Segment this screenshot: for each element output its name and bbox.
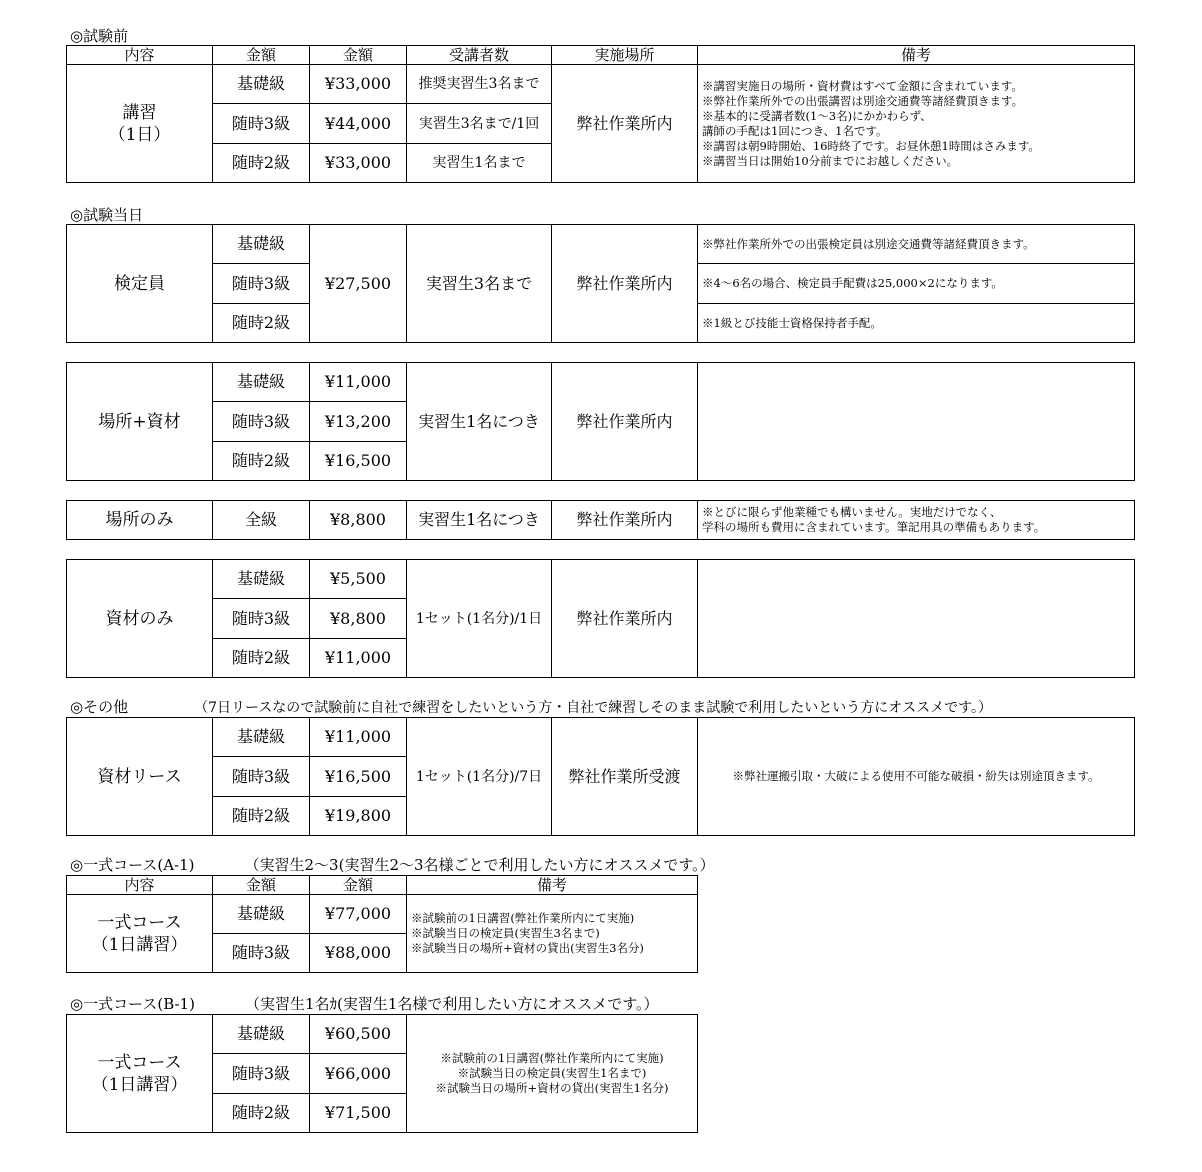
students-cell: 1セット(1名分)/1日 <box>407 560 552 678</box>
section-note: （実習生2～3(実習生2～3名様ごとで利用したい方にオススメです。） <box>244 856 715 874</box>
table-exam-day <box>66 224 1135 343</box>
remarks-cell: ※弊社運搬引取・大破による使用不可能な破損・紛失は別途頂きます。 <box>698 718 1135 836</box>
students-cell: 実習生1名まで <box>407 144 552 183</box>
section-title-pre: ◎試験前 <box>70 27 129 45</box>
price-cell: ¥33,000 <box>310 144 407 183</box>
table-pre-exam <box>66 45 1135 183</box>
price-cell: ¥27,500 <box>310 225 407 343</box>
remarks-cell <box>698 501 1135 540</box>
students-cell: 推奨実習生3名まで <box>407 65 552 104</box>
grade-basic: 基礎級 <box>213 718 310 757</box>
place-cell: 弊社作業所受渡 <box>552 718 698 836</box>
price-cell: ¥11,000 <box>310 639 407 678</box>
course-sub: （1日講習） <box>91 1074 188 1095</box>
table-lease <box>66 717 1135 836</box>
section-note: （実習生1名ｶ(実習生1名様で利用したい方にオススメです。） <box>244 995 659 1013</box>
header-students: 受講者数 <box>407 46 552 65</box>
remarks-cell: ※1級とび技能士資格保持者手配。 <box>698 304 1135 343</box>
note-line: ※講習は朝9時開始、16時終了です。お昼休憩1時間はさみます。 <box>702 138 1040 153</box>
students-cell: 実習生3名まで/1回 <box>407 104 552 144</box>
grade-all: 全級 <box>213 501 310 540</box>
note-line: ※試験前の1日講習(弊社作業所内にて実施) <box>411 911 635 925</box>
section-title-text: ◎一式コース(B-1) <box>70 995 195 1013</box>
note-line: ※試験当日の検定員(実習生1名まで) <box>457 1066 647 1080</box>
table-course-a1 <box>66 875 698 973</box>
grade-basic: 基礎級 <box>213 560 310 599</box>
grade-3: 随時3級 <box>213 934 310 973</box>
header-remarks: 備考 <box>407 876 698 895</box>
section-title-text: ◎その他 <box>70 698 129 716</box>
note-line: 講師の手配は1回につき、1名です。 <box>702 123 888 138</box>
header-content: 内容 <box>67 46 213 65</box>
students-cell: 1セット(1名分)/7日 <box>407 718 552 836</box>
price-cell: ¥19,800 <box>310 797 407 836</box>
row-label-material-only: 資材のみ <box>67 560 213 678</box>
grade-3: 随時3級 <box>213 1054 310 1094</box>
note-line: ※試験当日の場所+資材の貸出(実習生3名分) <box>411 941 644 955</box>
lecture-sub: （1日） <box>108 124 171 145</box>
students-cell: 実習生3名まで <box>407 225 552 343</box>
price-cell: ¥77,000 <box>310 895 407 934</box>
remarks-cell <box>698 65 1135 183</box>
header-content: 内容 <box>67 876 213 895</box>
section-title-text: ◎一式コース(A-1) <box>70 856 195 874</box>
price-cell: ¥71,500 <box>310 1094 407 1133</box>
place-cell: 弊社作業所内 <box>552 65 698 183</box>
section-title-other <box>70 698 992 717</box>
grade-2: 随時2級 <box>213 144 310 183</box>
price-cell: ¥8,800 <box>310 501 407 540</box>
header-amount: 金額 <box>310 876 407 895</box>
place-cell: 弊社作業所内 <box>552 363 698 481</box>
table-place-only <box>66 500 1135 540</box>
grade-basic: 基礎級 <box>213 225 310 264</box>
note-line: 学科の場所も費用に含まれています。筆記用具の準備もあります。 <box>702 520 1046 534</box>
remarks-cell <box>407 895 698 973</box>
row-label-examiner: 検定員 <box>67 225 213 343</box>
course-label: 一式コース <box>97 912 182 933</box>
students-cell: 実習生1名につき <box>407 501 552 540</box>
row-label-course-a <box>67 895 213 973</box>
place-cell: 弊社作業所内 <box>552 560 698 678</box>
remarks-cell: ※4～6名の場合、検定員手配費は25,000×2になります。 <box>698 264 1135 304</box>
course-sub: （1日講習） <box>91 934 188 955</box>
grade-2: 随時2級 <box>213 304 310 343</box>
note-line: ※とびに限らず他業種でも構いません。実地だけでなく、 <box>702 505 1002 519</box>
header-place: 実施場所 <box>552 46 698 65</box>
table-material-only <box>66 559 1135 678</box>
grade-2: 随時2級 <box>213 797 310 836</box>
note-line: ※講習実施日の場所・資材費はすべて金額に含まれています。 <box>702 78 1023 93</box>
price-cell: ¥16,500 <box>310 757 407 797</box>
row-label-place-material: 場所+資材 <box>67 363 213 481</box>
price-cell: ¥88,000 <box>310 934 407 973</box>
header-remarks: 備考 <box>698 46 1135 65</box>
lecture-label: 講習 <box>122 102 157 123</box>
grade-3: 随時3級 <box>213 599 310 639</box>
note-line: ※試験前の1日講習(弊社作業所内にて実施) <box>440 1051 664 1065</box>
remarks-cell <box>407 1015 698 1133</box>
section-title-day: ◎試験当日 <box>70 206 144 224</box>
price-cell: ¥44,000 <box>310 104 407 144</box>
students-cell: 実習生1名につき <box>407 363 552 481</box>
price-cell: ¥16,500 <box>310 442 407 481</box>
note-line: ※試験当日の検定員(実習生3名まで) <box>411 926 600 940</box>
grade-3: 随時3級 <box>213 402 310 442</box>
grade-basic: 基礎級 <box>213 895 310 934</box>
price-cell: ¥8,800 <box>310 599 407 639</box>
header-amount: 金額 <box>213 876 310 895</box>
grade-2: 随時2級 <box>213 639 310 678</box>
table-course-b1 <box>66 1014 698 1133</box>
note-line: ※基本的に受講者数(1～3名)にかかわらず、 <box>702 108 932 123</box>
grade-2: 随時2級 <box>213 442 310 481</box>
course-label: 一式コース <box>97 1052 182 1073</box>
note-line: ※試験当日の場所+資材の貸出(実習生1名分) <box>435 1081 669 1095</box>
place-cell: 弊社作業所内 <box>552 501 698 540</box>
price-cell: ¥5,500 <box>310 560 407 599</box>
grade-3: 随時3級 <box>213 757 310 797</box>
price-cell: ¥60,500 <box>310 1015 407 1054</box>
price-cell: ¥13,200 <box>310 402 407 442</box>
remarks-cell: ※弊社作業所外での出張検定員は別途交通費等諸経費頂きます。 <box>698 225 1135 264</box>
row-label-course-b <box>67 1015 213 1133</box>
grade-3: 随時3級 <box>213 264 310 304</box>
price-cell: ¥11,000 <box>310 718 407 757</box>
header-amount: 金額 <box>310 46 407 65</box>
row-label-place-only: 場所のみ <box>67 501 213 540</box>
remarks-cell <box>698 363 1135 481</box>
place-cell: 弊社作業所内 <box>552 225 698 343</box>
price-cell: ¥33,000 <box>310 65 407 104</box>
remarks-cell <box>698 560 1135 678</box>
grade-2: 随時2級 <box>213 1094 310 1133</box>
grade-basic: 基礎級 <box>213 65 310 104</box>
price-cell: ¥66,000 <box>310 1054 407 1094</box>
header-amount: 金額 <box>213 46 310 65</box>
section-note: （7日リースなので試験前に自社で練習をしたいという方・自社で練習しそのまま試験で利用したいという方にオススメです。） <box>194 700 993 716</box>
price-cell: ¥11,000 <box>310 363 407 402</box>
row-label-lease: 資材リース <box>67 718 213 836</box>
grade-3: 随時3級 <box>213 104 310 144</box>
grade-basic: 基礎級 <box>213 363 310 402</box>
note-line: ※弊社作業所外での出張講習は別途交通費等諸経費頂きます。 <box>702 93 1024 108</box>
note-line: ※講習当日は開始10分前までにお越しください。 <box>702 153 959 168</box>
row-label-lecture <box>67 65 213 183</box>
section-title-course-a1 <box>70 856 715 874</box>
table-place-material <box>66 362 1135 481</box>
grade-basic: 基礎級 <box>213 1015 310 1054</box>
section-title-course-b1 <box>70 995 659 1013</box>
